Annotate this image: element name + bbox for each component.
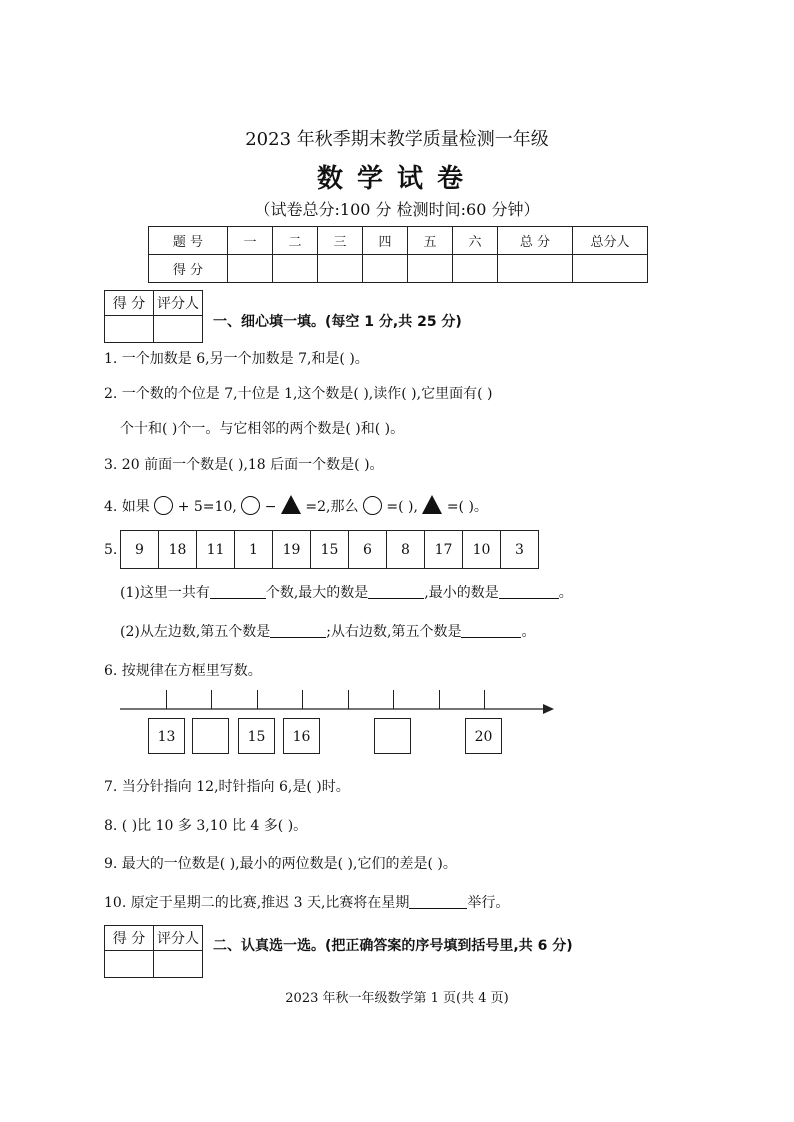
page-footer: 2023 年秋一年级数学第 1 页(共 4 页)	[285, 991, 509, 1006]
section-1-title: 一、细心填一填。(每空 1 分,共 25 分)	[213, 314, 462, 330]
score-table-header-row	[149, 227, 648, 255]
number-line-tick	[439, 690, 440, 709]
score-table	[148, 226, 648, 283]
score-table-cell: 得 分	[149, 255, 228, 283]
number-table	[120, 530, 539, 569]
grader-score-cell[interactable]	[105, 951, 154, 978]
question-6: 6. 按规律在方框里写数。	[104, 663, 262, 679]
score-input-cell[interactable]	[318, 255, 363, 283]
answer-blank[interactable]	[461, 623, 521, 638]
score-input-cell[interactable]	[573, 255, 648, 283]
number-line-tick	[302, 690, 303, 709]
triangle-shape-icon	[281, 495, 301, 514]
answer-blank[interactable]	[270, 623, 326, 638]
number-line	[118, 700, 558, 720]
number-box: 20	[465, 718, 502, 754]
answer-blank[interactable]	[210, 584, 266, 599]
number-line-tick	[393, 690, 394, 709]
score-table-cell: 五	[408, 227, 453, 255]
number-box: 13	[148, 718, 185, 754]
score-table-cell: 总分人	[573, 227, 648, 255]
grader-box-label: 得 分	[105, 291, 154, 316]
grader-name-cell[interactable]	[154, 316, 203, 343]
number-cell: 6	[349, 531, 387, 569]
score-table-cell: 三	[318, 227, 363, 255]
question-5-sub-1-text: 。	[558, 585, 573, 601]
question-4-prefix: 4. 如果	[104, 499, 150, 515]
question-5-sub-2-text: ;从右边数,第五个数是	[326, 624, 462, 640]
question-4	[104, 495, 488, 516]
number-line-tick	[257, 690, 258, 709]
question-4-text: + 5=10,	[177, 499, 237, 515]
number-cell: 19	[273, 531, 311, 569]
circle-shape-icon	[241, 496, 260, 515]
question-7: 7. 当分针指向 12,时针指向 6,是( )时。	[104, 779, 350, 795]
question-5-sub-1-text: 个数,最大的数是	[265, 585, 369, 601]
score-table-score-row	[149, 255, 648, 283]
answer-blank[interactable]	[368, 584, 424, 599]
circle-shape-icon	[363, 496, 382, 515]
number-cell: 17	[425, 531, 463, 569]
question-10-text: 10. 原定于星期二的比赛,推迟 3 天,比赛将在星期	[104, 895, 410, 911]
number-cell: 15	[311, 531, 349, 569]
question-5-sub-2-text: 。	[521, 624, 536, 640]
score-table-cell: 一	[228, 227, 273, 255]
score-input-cell[interactable]	[498, 255, 573, 283]
question-4-text: −	[264, 499, 281, 515]
grader-box	[104, 290, 203, 343]
number-box-blank[interactable]	[374, 718, 411, 754]
score-input-cell[interactable]	[408, 255, 453, 283]
exam-subtitle: 2023 年秋季期末教学质量检测一年级	[245, 129, 549, 150]
number-line-tick	[166, 690, 167, 709]
answer-blank[interactable]	[409, 894, 467, 909]
number-cell: 1	[235, 531, 273, 569]
arrow-right-icon	[543, 704, 554, 714]
question-8: 8. ( )比 10 多 3,10 比 4 多( )。	[104, 818, 308, 834]
question-5-sub-2	[120, 621, 535, 641]
question-10	[104, 892, 509, 912]
answer-blank[interactable]	[499, 584, 559, 599]
section-2-title: 二、认真选一选。(把正确答案的序号填到括号里,共 6 分)	[213, 938, 573, 954]
question-9: 9. 最大的一位数是( ),最小的两位数是( ),它们的差是( )。	[104, 856, 457, 872]
score-table-cell: 四	[363, 227, 408, 255]
grader-name-cell[interactable]	[154, 951, 203, 978]
score-table-cell: 六	[453, 227, 498, 255]
score-input-cell[interactable]	[273, 255, 318, 283]
exam-title: 数学试卷	[316, 164, 477, 194]
number-cell: 3	[501, 531, 539, 569]
score-table-cell: 总 分	[498, 227, 573, 255]
circle-shape-icon	[154, 496, 173, 515]
number-cell: 11	[197, 531, 235, 569]
question-5-sub-1	[120, 582, 573, 602]
number-box-blank[interactable]	[192, 718, 229, 754]
question-2-line-1: 2. 一个数的个位是 7,十位是 1,这个数是( ),读作( ),它里面有( )	[104, 386, 493, 402]
grader-box	[104, 925, 203, 978]
question-1: 1. 一个加数是 6,另一个加数是 7,和是( )。	[104, 351, 369, 367]
grader-box-label: 评分人	[154, 291, 203, 316]
score-input-cell[interactable]	[453, 255, 498, 283]
question-5-sub-2-text: (2)从左边数,第五个数是	[120, 624, 271, 640]
question-5-label: 5.	[104, 542, 118, 558]
question-3: 3. 20 前面一个数是( ),18 后面一个数是( )。	[104, 457, 384, 473]
number-cell: 10	[463, 531, 501, 569]
score-table-cell: 题 号	[149, 227, 228, 255]
number-line-tick	[211, 690, 212, 709]
number-line-tick	[348, 690, 349, 709]
grader-score-cell[interactable]	[105, 316, 154, 343]
question-4-text: =( )。	[446, 499, 488, 515]
number-cell: 8	[387, 531, 425, 569]
question-5-sub-1-text: (1)这里一共有	[120, 585, 210, 601]
question-2-line-2: 个十和( )个一。与它相邻的两个数是( )和( )。	[120, 421, 405, 437]
number-cell: 9	[121, 531, 159, 569]
question-4-text: =( ),	[386, 499, 418, 515]
question-4-text: =2,那么	[305, 499, 359, 515]
number-line-tick	[484, 690, 485, 709]
exam-info: （试卷总分:100 分 检测时间:60 分钟）	[254, 200, 540, 219]
number-cell: 18	[159, 531, 197, 569]
question-5-sub-1-text: ,最小的数是	[424, 585, 499, 601]
question-10-text: 举行。	[467, 895, 510, 911]
grader-box-label: 评分人	[154, 926, 203, 951]
score-input-cell[interactable]	[363, 255, 408, 283]
number-box: 15	[238, 718, 275, 754]
number-box: 16	[283, 718, 320, 754]
grader-box-label: 得 分	[105, 926, 154, 951]
score-input-cell[interactable]	[228, 255, 273, 283]
score-table-cell: 二	[273, 227, 318, 255]
triangle-shape-icon	[422, 495, 442, 514]
